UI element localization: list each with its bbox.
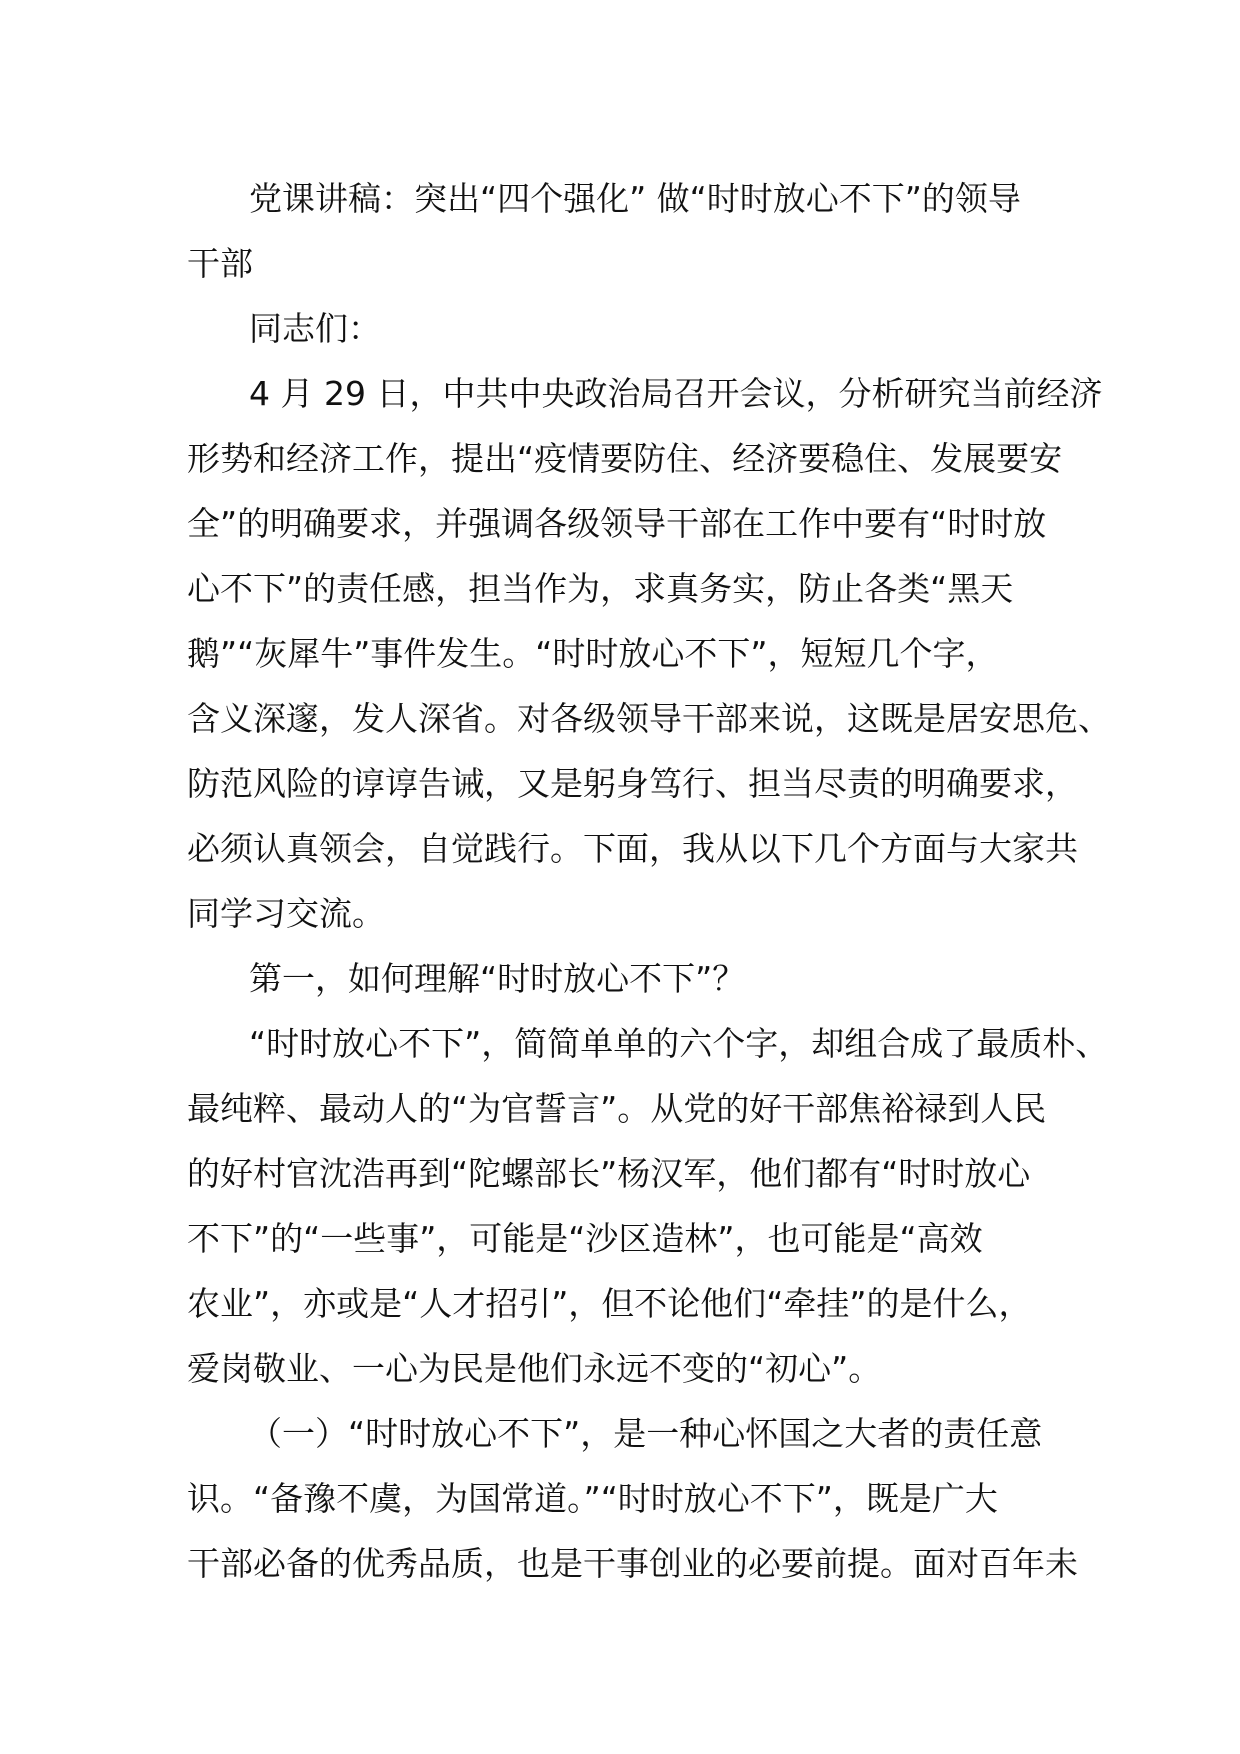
paragraph-line: 最纯粹、最动人的“为官誓言”。从党的好干部焦裕禄到人民: [187, 1089, 1047, 1128]
paragraph-line: 防范风险的谆谆告诫，又是躬身笃行、担当尽责的明确要求，: [187, 764, 1078, 803]
section-heading: 第一，如何理解“时时放心不下”？: [249, 959, 746, 998]
paragraph-line: 同学习交流。: [187, 894, 385, 933]
subsection-line: （一）“时时放心不下”，是一种心怀国之大者的责任意: [249, 1414, 1043, 1453]
paragraph-line: “时时放心不下”，简简单单的六个字，却组合成了最质朴、: [249, 1024, 1109, 1063]
paragraph-line: 识。“备豫不虞，为国常道。”“时时放心不下”，既是广大: [187, 1479, 998, 1518]
paragraph-line: 全”的明确要求，并强调各级领导干部在工作中要有“时时放: [187, 504, 1047, 543]
paragraph-line: 鹅”“灰犀牛”事件发生。“时时放心不下”，短短几个字，: [187, 634, 999, 673]
paragraph-line: 的好村官沈浩再到“陀螺部长”杨汉军，他们都有“时时放心: [187, 1154, 1031, 1193]
title-line-1: 党课讲稿：突出“四个强化” 做“时时放心不下”的领导: [249, 179, 1021, 218]
paragraph-line: 形势和经济工作，提出“疫情要防住、经济要稳住、发展要安: [187, 439, 1063, 478]
paragraph-line: 爱岗敬业、一心为民是他们永远不变的“初心”。: [187, 1349, 882, 1388]
paragraph-line: 干部必备的优秀品质，也是干事创业的必要前提。面对百年未: [187, 1544, 1078, 1583]
paragraph-line: 4 月 29 日，中共中央政治局召开会议，分析研究当前经济: [249, 374, 1103, 413]
salutation: 同志们：: [249, 309, 381, 348]
title-line-2: 干部: [187, 244, 253, 283]
body-text: [187, 166, 1111, 1596]
paragraph-line: 心不下”的责任感，担当作为，求真务实，防止各类“黑天: [187, 569, 1014, 608]
paragraph-line: 农业”，亦或是“人才招引”，但不论他们“牵挂”的是什么，: [187, 1284, 1032, 1323]
paragraph-line: 不下”的“一些事”，可能是“沙区造林”，也可能是“高效: [187, 1219, 983, 1258]
paragraph-line: 必须认真领会，自觉践行。下面，我从以下几个方面与大家共: [187, 829, 1078, 868]
paragraph-line: 含义深邃，发人深省。对各级领导干部来说，这既是居安思危、: [187, 699, 1111, 738]
